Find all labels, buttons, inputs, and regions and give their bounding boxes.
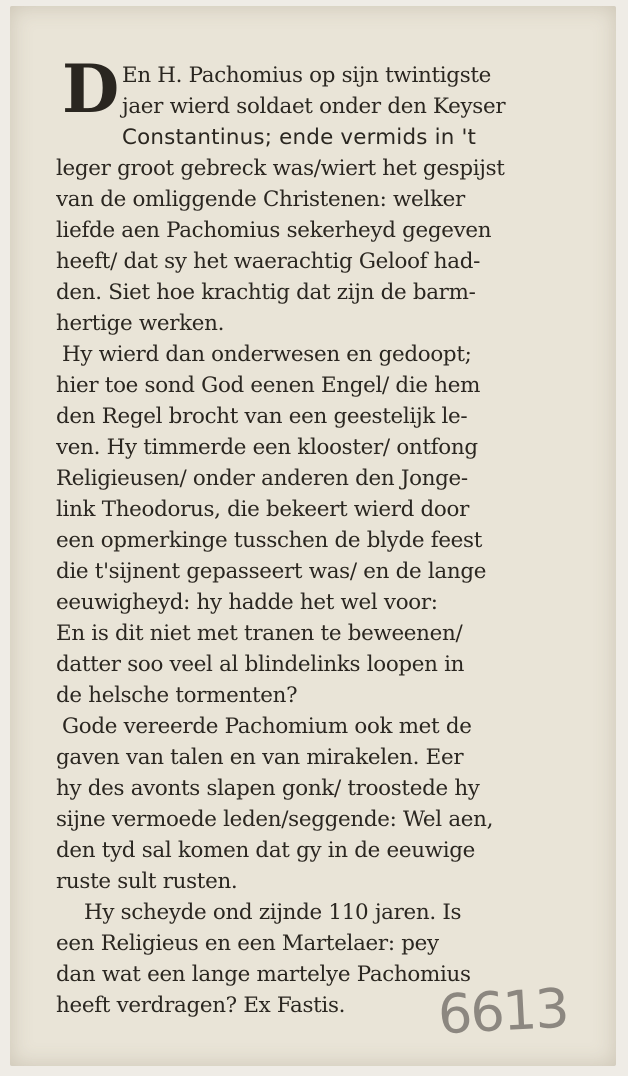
text-line: ruste sult rusten. (56, 869, 238, 894)
text-line: liefde aen Pachomius sekerheyd gegeven (56, 218, 492, 243)
text-line: hy des avonts slapen gonk/ troostede hy (56, 776, 480, 801)
text-line: gaven van talen en van mirakelen. Eer (56, 745, 464, 770)
text-line: Gode vereerde Pachomium ook met de (62, 714, 472, 739)
text-line: heeft/ dat sy het waerachtig Geloof had- (56, 249, 481, 274)
text-line: den Regel brocht van een geestelijk le- (56, 404, 468, 429)
text-line: een opmerkinge tusschen de blyde feest (56, 528, 483, 553)
body-text (56, 50, 604, 1021)
text-line: En is dit niet met tranen te beweenen/ (56, 621, 463, 646)
text-line: hertige werken. (56, 311, 225, 336)
text-line: eeuwigheyd: hy hadde het wel voor: (56, 590, 438, 615)
text-line: datter soo veel al blindelinks loopen in (56, 652, 465, 677)
text-line: Hy wierd dan onderwesen en gedoopt; (62, 342, 472, 367)
text-line: sijne vermoede leden/seggende: Wel aen, (56, 807, 494, 832)
text-line: leger groot gebreck was/wiert het gespijst (56, 156, 505, 181)
text-line: den tyd sal komen dat gy in de eeuwige (56, 838, 476, 863)
text-line: Constantinus; ende vermids in 't (122, 125, 477, 150)
drop-cap: D (62, 50, 119, 128)
text-line: jaer wierd soldaet onder den Keyser (122, 94, 506, 119)
document-page (10, 6, 616, 1066)
text-line: de helsche tormenten? (56, 683, 298, 708)
text-line: hier toe sond God eenen Engel/ die hem (56, 373, 481, 398)
handwritten-number: 6613 (436, 976, 569, 1047)
text-line: dan wat een lange martelye Pachomius (56, 962, 471, 987)
text-line: van de omliggende Christenen: welker (56, 187, 465, 212)
text-line: die t'sijnent gepasseert was/ en de lange (56, 559, 487, 584)
text-line: En H. Pachomius op sijn twintigste (122, 63, 492, 88)
text-line: den. Siet hoe krachtig dat zijn de barm- (56, 280, 476, 305)
text-line: link Theodorus, die bekeert wierd door (56, 497, 469, 522)
text-line: Hy scheyde ond zijnde 110 jaren. Is (84, 900, 462, 925)
text-line: een Religieus en een Martelaer: pey (56, 931, 439, 956)
text-line: ven. Hy timmerde een klooster/ ontfong (56, 435, 478, 460)
text-line: Religieusen/ onder anderen den Jonge- (56, 466, 468, 491)
text-line: heeft verdragen? Ex Fastis. (56, 993, 346, 1018)
